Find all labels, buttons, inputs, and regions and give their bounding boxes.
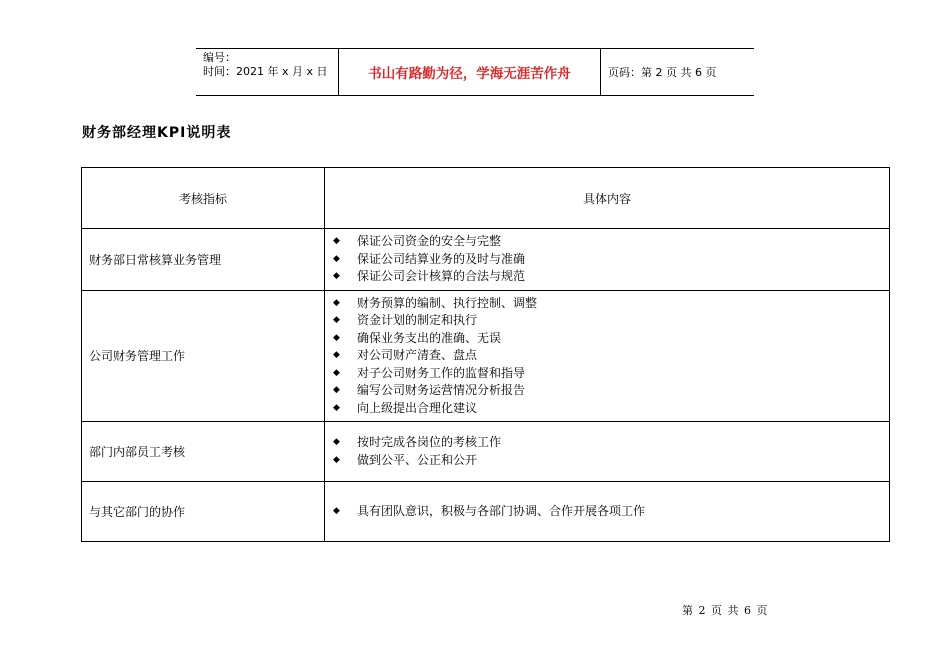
- code-label: 编号：: [203, 51, 236, 64]
- content-cell: [325, 482, 890, 542]
- document-title: 财务部经理KPI说明表: [82, 125, 232, 141]
- indicator-cell: 财务部日常核算业务管理: [82, 229, 325, 291]
- diamond-bullet-icon: ◆: [333, 454, 340, 465]
- list-item: ◆ 保证公司资金的安全与完整: [333, 233, 889, 251]
- diamond-bullet-icon: ◆: [333, 402, 340, 413]
- diamond-bullet-icon: ◆: [333, 236, 340, 246]
- list-item: ◆ 做到公平、公正和公开: [333, 452, 889, 470]
- table-row: [82, 482, 890, 542]
- diamond-bullet-icon: ◆: [333, 315, 340, 325]
- page-footer: 第 2 页 共 6 页: [682, 604, 768, 617]
- list-item: ◆ 按时完成各岗位的考核工作: [333, 434, 889, 452]
- column-header-content: 具体内容: [325, 168, 890, 229]
- list-item: ◆ 确保业务支出的准确、无误: [333, 330, 889, 348]
- table-row: [82, 290, 890, 422]
- list-item: ◆ 对子公司财务工作的监督和指导: [333, 365, 889, 383]
- diamond-bullet-icon: ◆: [333, 253, 340, 264]
- diamond-bullet-icon: ◆: [333, 505, 340, 516]
- list-item: ◆ 财务预算的编制、执行控制、调整: [333, 295, 889, 313]
- list-item: ◆ 保证公司会计核算的合法与规范: [333, 268, 889, 286]
- diamond-bullet-icon: ◆: [333, 350, 340, 360]
- diamond-bullet-icon: ◆: [333, 297, 340, 308]
- indicator-cell: 公司财务管理工作: [82, 290, 325, 422]
- diamond-bullet-icon: ◆: [333, 271, 340, 281]
- header-motto: 书山有路勤为径，学海无涯苦作舟: [338, 49, 601, 95]
- table-row: [82, 422, 890, 482]
- list-item: ◆ 保证公司结算业务的及时与准确: [333, 251, 889, 269]
- header-meta: [196, 49, 338, 95]
- table-header-row: [82, 168, 890, 229]
- list-item: ◆ 编写公司财务运营情况分析报告: [333, 382, 889, 400]
- content-cell: [325, 229, 890, 291]
- column-header-indicator: 考核指标: [82, 168, 325, 229]
- diamond-bullet-icon: ◆: [333, 437, 340, 447]
- indicator-cell: 部门内部员工考核: [82, 422, 325, 482]
- diamond-bullet-icon: ◆: [333, 367, 340, 378]
- page-header: [196, 48, 754, 96]
- header-page-number: 页码：第 2 页 共 6 页: [608, 66, 717, 79]
- kpi-table: [81, 167, 890, 542]
- list-item: ◆ 对公司财产清查、盘点: [333, 347, 889, 365]
- table-row: [82, 229, 890, 291]
- list-item: ◆ 向上级提出合理化建议: [333, 400, 889, 418]
- diamond-bullet-icon: ◆: [333, 385, 340, 395]
- content-cell: [325, 422, 890, 482]
- content-cell: [325, 290, 890, 422]
- time-label: 时间：2021 年 x 月 x 日: [203, 65, 328, 78]
- indicator-cell: 与其它部门的协作: [82, 482, 325, 542]
- list-item: ◆ 资金计划的制定和执行: [333, 312, 889, 330]
- diamond-bullet-icon: ◆: [333, 332, 340, 343]
- list-item: ◆ 具有团队意识，积极与各部门协调、合作开展各项工作: [333, 503, 889, 521]
